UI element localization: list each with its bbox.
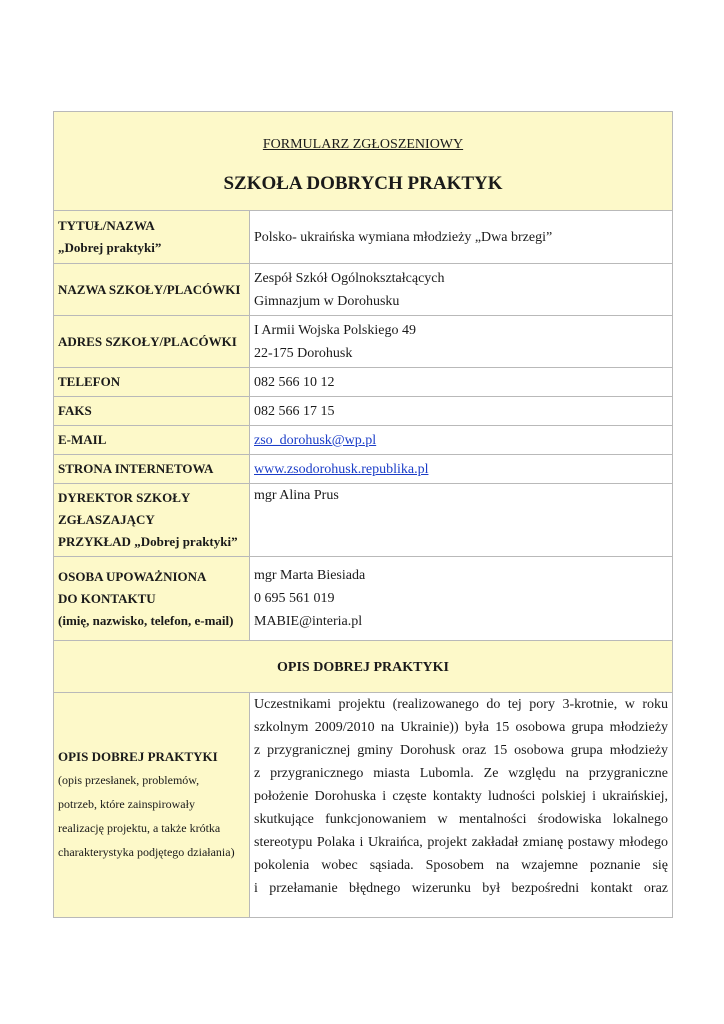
label-opis-sub-1: (opis przesłanek, problemów, <box>58 773 200 787</box>
row-tytul <box>54 211 673 264</box>
label-dyrektor-line2: ZGŁASZAJĄCY <box>58 512 155 527</box>
row-email <box>54 426 673 455</box>
section-title: OPIS DOBREJ PRAKTYKI <box>277 659 449 675</box>
value-email-cell <box>250 426 673 455</box>
form-title: SZKOŁA DOBRYCH PRAKTYK <box>223 173 503 194</box>
email-link[interactable]: zso_dorohusk@wp.pl <box>254 432 377 448</box>
value-kontakt-line2: 0 695 561 019 <box>254 591 335 606</box>
label-faks: FAKS <box>54 397 250 426</box>
label-opis-sub-3: realizację projektu, a także krótka <box>58 821 221 835</box>
label-tytul-line1: TYTUŁ/NAZWA <box>58 218 155 233</box>
value-szkola <box>250 264 673 316</box>
value-szkola-line2: Gimnazjum w Dorohusku <box>254 293 400 309</box>
form-header-row <box>54 112 673 211</box>
label-opis-sub-4: charakterystyka podjętego działania) <box>58 845 235 859</box>
label-szkola: NAZWA SZKOŁY/PLACÓWKI <box>54 264 250 316</box>
label-www: STRONA INTERNETOWA <box>54 455 250 484</box>
label-opis <box>54 693 250 918</box>
value-adres <box>250 316 673 368</box>
application-form-table <box>53 111 673 918</box>
value-adres-line1: I Armii Wojska Polskiego 49 <box>254 322 416 338</box>
form-header-cell <box>54 112 673 211</box>
form-kind-label: FORMULARZ ZGŁOSZENIOWY <box>262 137 464 152</box>
label-dyrektor-line1: DYREKTOR SZKOŁY <box>58 490 191 505</box>
row-adres <box>54 316 673 368</box>
opis-text-line: szkolnym 2009/2010 na Ukrainie)) była 15 osobowa grupa młodzieży <box>254 720 668 735</box>
label-telefon: TELEFON <box>54 368 250 397</box>
label-dyrektor-line3: PRZYKŁAD „Dobrej praktyki” <box>58 534 238 549</box>
value-kontakt <box>250 557 673 641</box>
row-www <box>54 455 673 484</box>
label-adres: ADRES SZKOŁY/PLACÓWKI <box>54 316 250 368</box>
label-tytul-line2: „Dobrej praktyki” <box>58 240 162 255</box>
section-header-cell <box>54 641 673 693</box>
opis-text-line: z przygranicznej gminy Dorohusk oraz 15 osobowa grupa młodzieży <box>254 743 668 758</box>
row-opis <box>54 693 673 918</box>
label-kontakt-line3: (imię, nazwisko, telefon, e-mail) <box>58 612 234 628</box>
opis-text-line: i przełamanie błędnego wizerunku był bezpośredni kontakt oraz <box>254 881 668 896</box>
value-opis <box>250 693 673 918</box>
opis-text-line: skutkujące funkcjonowaniem w mentalności środowiska lokalnego <box>254 812 668 827</box>
value-adres-line2: 22-175 Dorohusk <box>254 345 353 361</box>
row-kontakt <box>54 557 673 641</box>
label-opis-title: OPIS DOBREJ PRAKTYKI <box>58 749 218 764</box>
label-kontakt-line1: OSOBA UPOWAŻNIONA <box>58 568 207 584</box>
value-telefon: 082 566 10 12 <box>250 368 673 397</box>
value-www-cell <box>250 455 673 484</box>
label-opis-sub-2: potrzeb, które zainspirowały <box>58 797 195 811</box>
row-faks <box>54 397 673 426</box>
opis-text-line: Uczestnikami projektu (realizowanego do tej pory 3-krotnie, w roku <box>254 697 668 712</box>
opis-text-line: położenie Dorohuska i częste kontakty ludności polskiej i ukraińskiej, <box>254 789 668 804</box>
row-szkola <box>54 264 673 316</box>
opis-text-line: pokolenia wobec sąsiada. Sposobem na wzajemne poznanie się <box>254 858 668 873</box>
label-tytul <box>54 211 250 264</box>
value-faks: 082 566 17 15 <box>250 397 673 426</box>
label-email: E-MAIL <box>54 426 250 455</box>
label-kontakt <box>54 557 250 641</box>
value-szkola-line1: Zespół Szkół Ogólnokształcących <box>254 270 445 286</box>
row-dyrektor <box>54 484 673 557</box>
row-telefon <box>54 368 673 397</box>
section-header-row <box>54 641 673 693</box>
value-tytul: Polsko- ukraińska wymiana młodzieży „Dwa brzegi” <box>250 211 673 264</box>
label-dyrektor <box>54 484 250 557</box>
label-kontakt-line2: DO KONTAKTU <box>58 590 156 606</box>
website-link[interactable]: www.zsodorohusk.republika.pl <box>254 461 429 477</box>
opis-text-line: stereotypu Polaka i Ukraińca, projekt zakładał zmianę postawy młodego <box>254 835 668 850</box>
value-kontakt-line1: mgr Marta Biesiada <box>254 568 366 583</box>
opis-text-line: z przygranicznego miasta Lubomla. Ze względu na przygraniczne <box>254 766 668 781</box>
value-dyrektor: mgr Alina Prus <box>250 484 673 557</box>
value-kontakt-line3: MABIE@interia.pl <box>254 614 363 629</box>
